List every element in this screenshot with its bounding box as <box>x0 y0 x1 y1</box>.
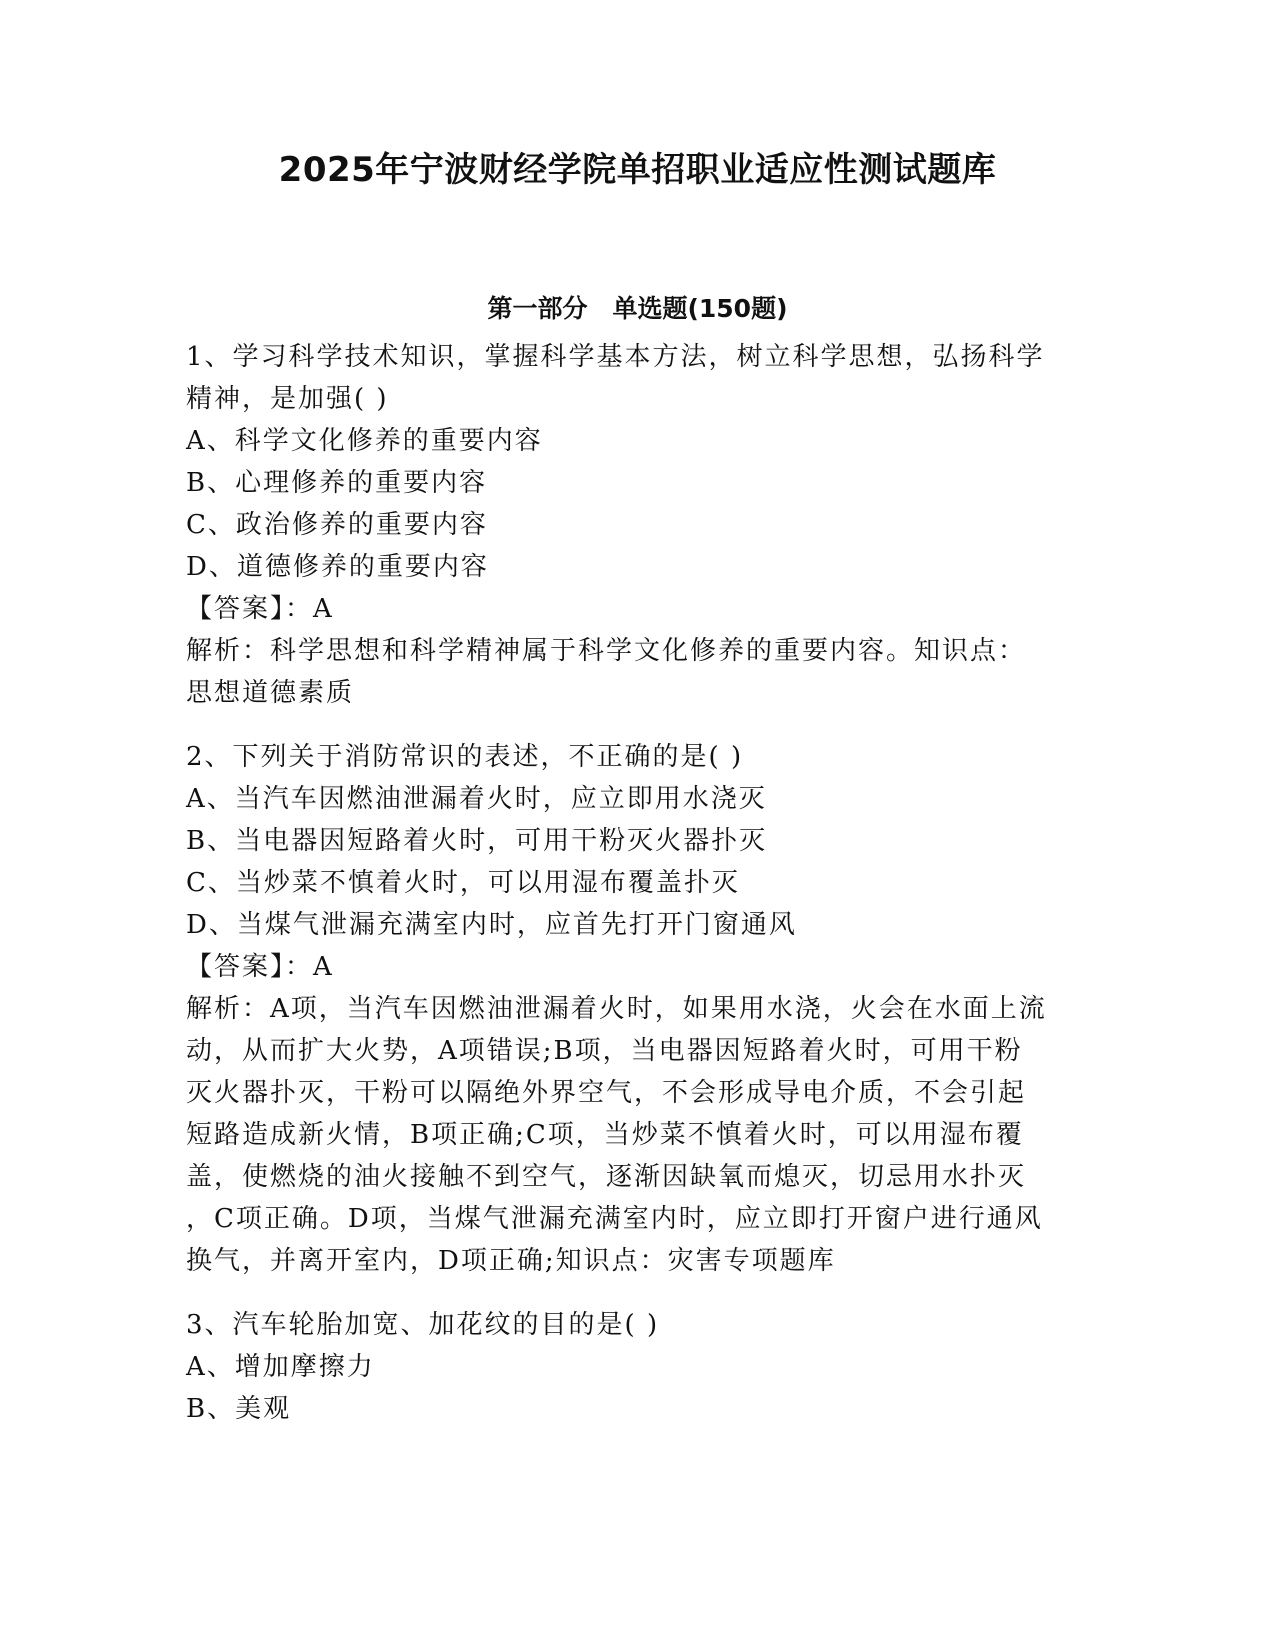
answer-line: 【答案】：A <box>186 594 334 624</box>
question-3 <box>186 1304 1086 1430</box>
analysis-line: ，C项正确。D项，当煤气泄漏充满室内时，应立即打开窗户进行通风 <box>186 1204 1043 1234</box>
analysis-line: 解析：A项，当汽车因燃油泄漏着火时，如果用水浇，火会在水面上流 <box>186 994 1047 1024</box>
option-b: B、美观 <box>186 1394 292 1424</box>
analysis-line: 解析：科学思想和科学精神属于科学文化修养的重要内容。知识点： <box>186 636 1027 666</box>
analysis-line: 换气，并离开室内，D项正确;知识点：灾害专项题库 <box>186 1246 836 1276</box>
option-a: A、科学文化修养的重要内容 <box>186 426 543 456</box>
analysis-line: 短路造成新火情，B项正确;C项，当炒菜不慎着火时，可以用湿布覆 <box>186 1120 1024 1150</box>
option-b: B、当电器因短路着火时，可用干粉灭火器扑灭 <box>186 826 768 856</box>
question-stem-line: 3、汽车轮胎加宽、加花纹的目的是( ) <box>186 1310 660 1340</box>
section-heading: 第一部分 单选题(150题) <box>487 294 788 323</box>
option-d: D、当煤气泄漏充满室内时，应首先打开门窗通风 <box>186 910 797 940</box>
question-stem-line: 2、下列关于消防常识的表述，不正确的是( ) <box>186 742 744 772</box>
question-2 <box>186 736 1086 1282</box>
analysis-line: 思想道德素质 <box>186 678 355 708</box>
option-b: B、心理修养的重要内容 <box>186 468 488 498</box>
question-1 <box>186 336 1086 714</box>
question-stem-line: 精神，是加强( ) <box>186 384 389 414</box>
question-list <box>186 336 1086 1430</box>
analysis-line: 动，从而扩大火势，A项错误;B项，当电器因短路着火时，可用干粉 <box>186 1036 1023 1066</box>
answer-line: 【答案】：A <box>186 952 334 982</box>
option-a: A、增加摩擦力 <box>186 1352 375 1382</box>
option-a: A、当汽车因燃油泄漏着火时，应立即用水浇灭 <box>186 784 767 814</box>
option-d: D、道德修养的重要内容 <box>186 552 489 582</box>
option-c: C、当炒菜不慎着火时，可以用湿布覆盖扑灭 <box>186 868 740 898</box>
option-c: C、政治修养的重要内容 <box>186 510 488 540</box>
spacer <box>186 714 1086 736</box>
analysis-line: 灭火器扑灭，干粉可以隔绝外界空气，不会形成导电介质，不会引起 <box>186 1078 1027 1108</box>
analysis-line: 盖，使燃烧的油火接触不到空气，逐渐因缺氧而熄灭，切忌用水扑灭 <box>186 1162 1027 1192</box>
spacer <box>186 1282 1086 1304</box>
question-stem-line: 1、学习科学技术知识，掌握科学基本方法，树立科学思想，弘扬科学 <box>186 342 1045 372</box>
document-title: 2025年宁波财经学院单招职业适应性测试题库 <box>278 150 997 190</box>
